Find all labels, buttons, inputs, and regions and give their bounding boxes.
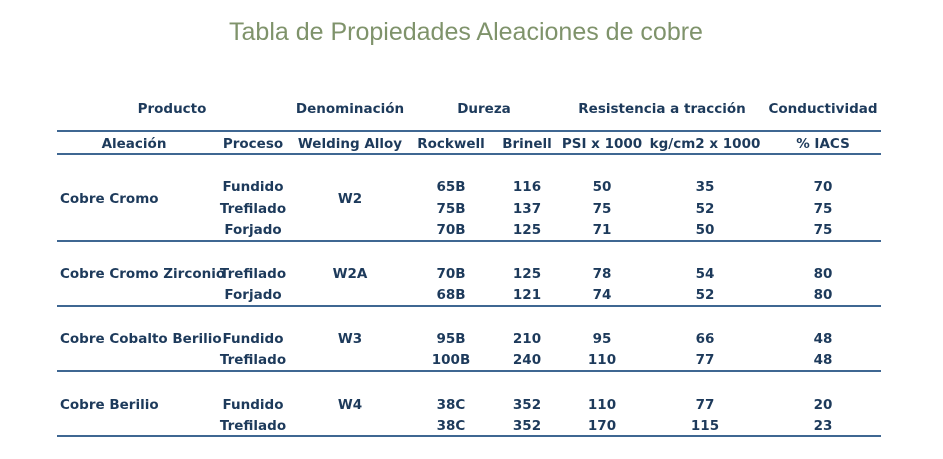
- header-iacs: % IACS: [796, 136, 850, 152]
- welding-code: W4: [337, 397, 363, 413]
- cell-iacs: 75: [813, 222, 833, 238]
- cell-iacs: 48: [813, 352, 833, 368]
- cell-iacs: 20: [813, 397, 833, 413]
- cell-kg: 50: [695, 222, 715, 238]
- cell-iacs: 70: [813, 179, 833, 195]
- group-divider: [57, 240, 881, 242]
- alloy-name: Cobre Cromo Zirconio: [60, 266, 226, 282]
- welding-code: W2: [337, 191, 363, 207]
- table-bottom-divider: [57, 435, 881, 437]
- header-psi: PSI x 1000: [561, 136, 643, 152]
- header-divider-top: [57, 130, 881, 132]
- cell-proceso: Trefilado: [219, 201, 287, 217]
- cell-psi: 95: [592, 331, 612, 347]
- cell-brinell: 137: [512, 201, 542, 217]
- cell-brinell: 125: [512, 266, 542, 282]
- cell-kg: 66: [695, 331, 715, 347]
- cell-kg: 77: [695, 397, 715, 413]
- header-conductividad: Conductividad: [768, 101, 878, 117]
- group-divider: [57, 305, 881, 307]
- header-welding-alloy: Welding Alloy: [297, 136, 403, 152]
- cell-kg: 35: [695, 179, 715, 195]
- cell-kg: 77: [695, 352, 715, 368]
- cell-iacs: 75: [813, 201, 833, 217]
- header-rockwell: Rockwell: [417, 136, 485, 152]
- cell-iacs: 80: [813, 287, 833, 303]
- cell-proceso: Trefilado: [219, 352, 287, 368]
- cell-brinell: 240: [512, 352, 542, 368]
- cell-kg: 115: [690, 418, 720, 434]
- cell-proceso: Fundido: [222, 331, 284, 347]
- cell-rockwell: 65B: [436, 179, 466, 195]
- cell-proceso: Forjado: [224, 222, 282, 238]
- cell-rockwell: 100B: [431, 352, 471, 368]
- alloy-name: Cobre Cromo: [60, 191, 159, 207]
- cell-psi: 75: [592, 201, 612, 217]
- header-kgcm2: kg/cm2 x 1000: [649, 136, 761, 152]
- cell-psi: 78: [592, 266, 612, 282]
- header-resistencia: Resistencia a tracción: [578, 101, 746, 117]
- group-divider: [57, 370, 881, 372]
- header-proceso: Proceso: [222, 136, 284, 152]
- cell-rockwell: 75B: [436, 201, 466, 217]
- cell-rockwell: 38C: [436, 397, 466, 413]
- welding-code: W2A: [332, 266, 368, 282]
- cell-brinell: 121: [512, 287, 542, 303]
- header-producto: Producto: [137, 101, 207, 117]
- header-denominacion: Denominación: [295, 101, 405, 117]
- alloy-name: Cobre Berilio: [60, 397, 159, 413]
- cell-iacs: 23: [813, 418, 833, 434]
- cell-rockwell: 95B: [436, 331, 466, 347]
- cell-psi: 170: [587, 418, 617, 434]
- cell-brinell: 210: [512, 331, 542, 347]
- cell-proceso: Trefilado: [219, 266, 287, 282]
- alloy-name: Cobre Cobalto Berilio: [60, 331, 222, 347]
- cell-brinell: 125: [512, 222, 542, 238]
- page-title: Tabla de Propiedades Aleaciones de cobre: [229, 18, 703, 46]
- cell-psi: 50: [592, 179, 612, 195]
- cell-psi: 110: [587, 352, 617, 368]
- cell-kg: 52: [695, 201, 715, 217]
- cell-brinell: 352: [512, 418, 542, 434]
- cell-brinell: 116: [512, 179, 542, 195]
- cell-psi: 110: [587, 397, 617, 413]
- cell-rockwell: 70B: [436, 222, 466, 238]
- cell-proceso: Forjado: [224, 287, 282, 303]
- cell-brinell: 352: [512, 397, 542, 413]
- cell-proceso: Trefilado: [219, 418, 287, 434]
- cell-proceso: Fundido: [222, 179, 284, 195]
- cell-psi: 74: [592, 287, 612, 303]
- cell-rockwell: 70B: [436, 266, 466, 282]
- header-dureza: Dureza: [457, 101, 511, 117]
- cell-kg: 52: [695, 287, 715, 303]
- welding-code: W3: [337, 331, 363, 347]
- cell-iacs: 80: [813, 266, 833, 282]
- header-brinell: Brinell: [502, 136, 552, 152]
- cell-rockwell: 38C: [436, 418, 466, 434]
- cell-psi: 71: [592, 222, 612, 238]
- header-aleacion: Aleación: [101, 136, 167, 152]
- cell-rockwell: 68B: [436, 287, 466, 303]
- cell-proceso: Fundido: [222, 397, 284, 413]
- cell-iacs: 48: [813, 331, 833, 347]
- cell-kg: 54: [695, 266, 715, 282]
- header-divider-bottom: [57, 153, 881, 155]
